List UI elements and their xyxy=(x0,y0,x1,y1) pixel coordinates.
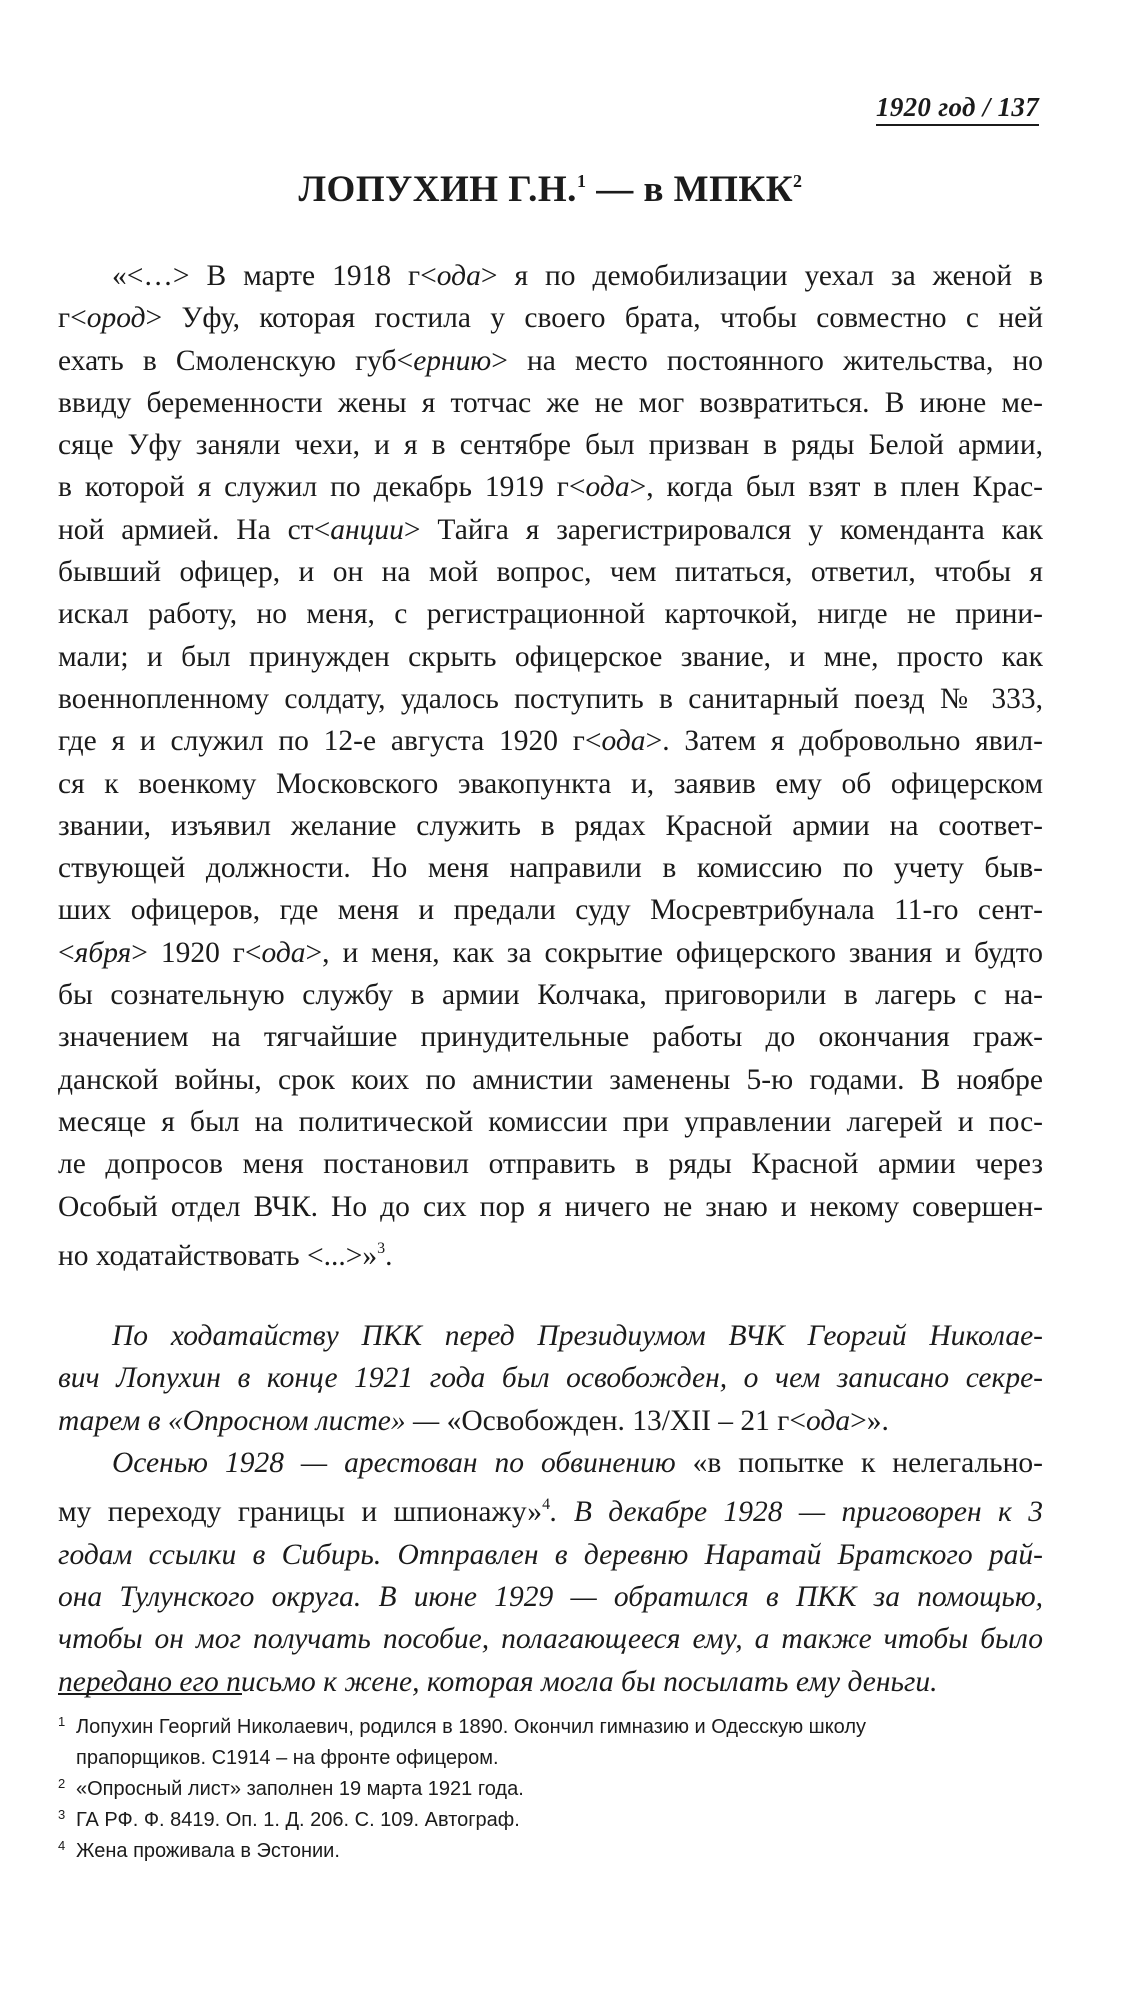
letter-line xyxy=(58,932,1043,974)
footnote xyxy=(58,1836,1043,1867)
text-segment: анции xyxy=(330,513,404,546)
footnote-number: 4 xyxy=(58,1838,66,1853)
running-head: 1920 год / 137 xyxy=(876,92,1039,126)
text-segment: > Тайга я зарегистрировался у коменданта как xyxy=(403,513,1043,546)
text-segment: >, когда был взят в плен Крас- xyxy=(629,471,1043,504)
letter-line: ся к военкому Московского эвакопункта и, заявив ему об офицерском xyxy=(58,767,1043,800)
letter-line: ствующей должности. Но меня направили в комиссию по учету быв- xyxy=(58,852,1043,885)
letter-line: месяце я был на политической комиссии при управлении лагерей и пос- xyxy=(58,1105,1043,1138)
footnote-mark-1[interactable]: 1 xyxy=(576,171,587,191)
letter-line xyxy=(58,466,1043,508)
text-segment: ной армией. На ст< xyxy=(58,513,331,546)
footnote-number: 2 xyxy=(58,1776,66,1791)
text-segment: ехать в Смоленскую губ< xyxy=(58,344,414,377)
footnote-mark-3[interactable]: 3 xyxy=(377,1239,386,1257)
commentary-line xyxy=(58,1484,1043,1533)
commentary-line: вич Лопухин в конце 1921 года был освобожден, о чем записано секре- xyxy=(58,1362,1043,1395)
title-name: ЛОПУХИН Г.Н. xyxy=(298,169,577,210)
title-destination: — в МПКК xyxy=(586,169,794,210)
text-segment: ября xyxy=(74,936,132,969)
letter-line: военнопленному солдату, удалось поступить в санитарный поезд № 333, xyxy=(58,682,1043,715)
text-segment: < xyxy=(58,936,75,969)
text-segment: «<…> В марте 1918 г< xyxy=(112,260,437,292)
footnotes xyxy=(58,1712,1043,1867)
text-segment: > 1920 г< xyxy=(131,936,262,969)
letter-line: бы сознательную службу в армии Колчака, приговорили в лагерь с на- xyxy=(58,979,1043,1012)
footnote-text: ГА РФ. Ф. 8419. Оп. 1. Д. 206. С. 109. Автограф. xyxy=(76,1809,520,1831)
commentary-line xyxy=(58,1400,1043,1442)
text-segment: > я по демобилизации уехал за женой в xyxy=(480,260,1044,292)
letter-line: бывший офицер, и он на мой вопрос, чем питаться, ответил, чтобы я xyxy=(58,556,1043,589)
text-segment: ода xyxy=(436,260,481,292)
footnote xyxy=(58,1712,1043,1774)
commentary-line xyxy=(58,1442,1043,1484)
text-segment: ода xyxy=(806,1404,851,1437)
text-segment: г< xyxy=(58,302,87,335)
footnote-mark-4[interactable]: 4 xyxy=(542,1496,551,1514)
commentary-line: По ходатайству ПКК перед Президиумом ВЧК Георгий Николае- xyxy=(112,1320,1043,1353)
letter-line: Особый отдел ВЧК. Но до сих пор я ничего не знаю и некому совершен- xyxy=(58,1190,1043,1223)
text-segment: Осенью 1928 — арестован по обвинению xyxy=(112,1447,693,1480)
text-segment: >. Затем я добровольно явил- xyxy=(645,725,1043,758)
footnote-text: Жена проживала в Эстонии. xyxy=(76,1840,340,1862)
footnote-text: «Опросный лист» заполнен 19 марта 1921 года. xyxy=(76,1778,524,1800)
footnote-number: 3 xyxy=(58,1807,66,1822)
text-segment: ода xyxy=(585,471,630,504)
letter-line xyxy=(58,340,1043,382)
letter-line: мали; и был принужден скрыть офицерское звание, и мне, просто как xyxy=(58,640,1043,673)
text-segment: ернию xyxy=(413,344,492,377)
letter-line xyxy=(58,255,1043,297)
letter-line xyxy=(58,297,1043,339)
letter-line: ввиду беременности жены я тотчас же не мог возвратиться. В июне ме- xyxy=(58,386,1043,419)
commentary-line: она Тулунского округа. В июне 1929 — обратился в ПКК за помощью, xyxy=(58,1580,1043,1613)
footnote-text-continued: прапорщиков. С1914 – на фронте офицером. xyxy=(76,1747,499,1769)
text-segment: > на место постоянного жительства, но xyxy=(491,344,1043,377)
commentary-line: годам ссылки в Сибирь. Отправлен в деревню Наратай Братского рай- xyxy=(58,1538,1043,1571)
text-segment: >». xyxy=(850,1404,889,1437)
body-text xyxy=(58,255,1043,1703)
text-segment: но ходатайствовать <...>» xyxy=(58,1239,378,1272)
text-segment: ода xyxy=(601,725,646,758)
footnote xyxy=(58,1805,1043,1836)
footnote-number: 1 xyxy=(58,1714,66,1729)
book-page xyxy=(58,0,1043,1990)
text-segment: «в попытке к нелегально- xyxy=(692,1447,1043,1480)
letter-line: сяце Уфу заняли чехи, и я в сентябре был призван в ряды Белой армии, xyxy=(58,429,1043,462)
footnote xyxy=(58,1774,1043,1805)
text-segment: . xyxy=(385,1239,393,1272)
text-segment: > Уфу, которая гостила у своего брата, чтобы совместно с ней xyxy=(145,302,1043,335)
text-segment: . В декабре 1928 — приговорен к 3 xyxy=(550,1496,1043,1529)
footnote-text: Лопухин Георгий Николаевич, родился в 1890. Окончил гимназию и Одесскую школу xyxy=(76,1716,867,1738)
chapter-title xyxy=(58,168,1043,211)
letter-line xyxy=(58,720,1043,762)
footnote-mark-2[interactable]: 2 xyxy=(793,171,803,191)
letter-line xyxy=(58,509,1043,551)
commentary-line: чтобы он мог получать пособие, полагающееся ему, а также чтобы было xyxy=(58,1623,1043,1656)
letter-line: данской войны, срок коих по амнистии заменены 5-ю годами. В ноябре xyxy=(58,1063,1043,1096)
text-segment: где я и служил по 12-е августа 1920 г< xyxy=(58,725,602,758)
letter-line: ле допросов меня постановил отправить в ряды Красной армии через xyxy=(58,1148,1043,1181)
letter-line: звании, изъявил желание служить в рядах Красной армии на соответ- xyxy=(58,809,1043,842)
text-segment: >, и меня, как за сокрытие офицерского звания и будто xyxy=(305,936,1044,969)
letter-line: искал работу, но меня, с регистрационной карточкой, нигде не прини- xyxy=(58,598,1043,631)
footnote-divider xyxy=(58,1693,242,1695)
text-segment: в которой я служил по декабрь 1919 г< xyxy=(58,471,586,504)
letter-line: ших офицеров, где меня и предали суду Мосревтрибунала 11-го сент- xyxy=(58,894,1043,927)
text-segment: ода xyxy=(261,936,306,969)
text-segment: тарем в «Опросном листе» — xyxy=(58,1404,447,1437)
text-segment: му переходу границы и шпионажу» xyxy=(58,1496,543,1529)
letter-line xyxy=(58,1228,1043,1277)
text-segment: ород xyxy=(86,302,146,335)
letter-line: значением на тягчайшие принудительные работы до окончания граж- xyxy=(58,1021,1043,1054)
text-segment: «Освобожден. 13/XII – 21 г< xyxy=(446,1404,807,1437)
commentary-line: передано его письмо к жене, которая могла бы посылать ему деньги. xyxy=(58,1665,938,1698)
